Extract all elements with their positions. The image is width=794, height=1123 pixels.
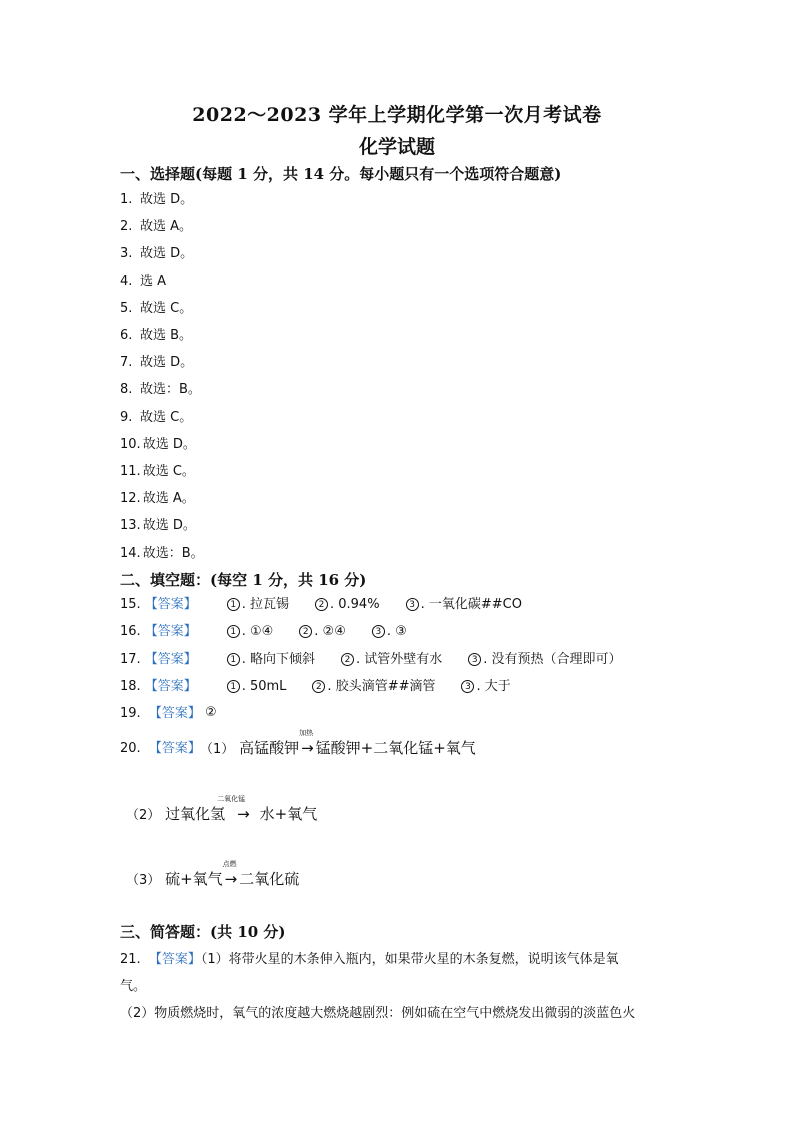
fill-blank-answer: 1 . 50mL [227, 679, 287, 694]
blank-answer-text: ③ [395, 624, 407, 640]
section-fill-heading: 二、填空题：(每空 1 分，共 16 分) [120, 571, 367, 589]
reaction-condition: 二氧化锰 [217, 795, 246, 803]
choice-answer-text: 故选 C。 [142, 464, 195, 479]
section-choice-heading: 一、选择题(每题 1 分，共 14 分。每小题只有一个选项符合题意) [120, 165, 562, 183]
blank-number-badge: 2 [312, 680, 325, 693]
answer-21-line-2: （2）物质燃烧时，氧气的浓度越大燃烧越剧烈：例如硫在空气中燃烧发出微弱的淡蓝色火 [120, 1006, 636, 1021]
choice-answer-text: 选 A [140, 273, 167, 289]
answer-text: （1）将带火星的木条伸入瓶内，如果带火星的木条复燃，说明该气体是氧 [200, 952, 619, 967]
fill-blank-answer: 3 . ③ [372, 624, 407, 639]
equation-reactant: 高锰酸钾 [239, 739, 300, 757]
choice-answer-text: 故选 D。 [142, 518, 196, 534]
choice-answer-row [120, 514, 196, 533]
fill-blank-answer: 1 . ①④ [227, 624, 274, 639]
answer-19 [120, 702, 219, 721]
choice-answer-text: 故选 D。 [140, 355, 194, 371]
equation-1 [200, 729, 476, 758]
choice-answer-row [120, 188, 193, 207]
blank-number-badge: 1 [227, 625, 240, 638]
question-number: 15. [120, 597, 141, 612]
blank-number-badge: 1 [227, 598, 240, 611]
answer-tag: 【答案】 [144, 651, 197, 667]
choice-answer-row [120, 270, 166, 289]
choice-answer-row [120, 215, 192, 234]
blank-number-badge: 2 [315, 598, 328, 611]
answer-21-line-1-continued: 气。 [120, 979, 147, 994]
equation-reactant: 硫+氧气 [165, 870, 223, 888]
exam-title: 2022～2023 学年上学期化学第一次月考试卷 [192, 104, 602, 126]
equation-product: 水+氧气 [259, 805, 318, 823]
equation-2 [126, 795, 318, 824]
question-number: 7. [120, 355, 133, 371]
answer-tag: 【答案】 [144, 597, 197, 612]
choice-answer-text: 故选：B。 [142, 545, 204, 561]
question-number: 2. [120, 219, 133, 235]
choice-answer-row [120, 324, 192, 343]
choice-answer-text: 故选 C。 [140, 300, 193, 316]
fill-blank-answer: 2 . 试管外壁有水 [341, 648, 442, 667]
blank-answer-text: 0.94% [338, 597, 380, 612]
question-number: 6. [120, 328, 133, 343]
blank-answer-text: 大于 [484, 678, 511, 694]
blank-number-badge: 3 [406, 598, 419, 611]
choice-answer-text: 故选 D。 [140, 246, 194, 262]
question-number: 3. [120, 246, 133, 262]
blank-answer-text: 拉瓦锡 [249, 597, 289, 612]
equation-product: 锰酸钾+二氧化锰+氧气 [315, 739, 476, 757]
fill-blank-answer: 3 . 大于 [461, 675, 510, 694]
blank-answer-text: 50mL [249, 678, 287, 694]
blank-answer-text: 没有预热（合理即可） [491, 651, 622, 667]
question-number: 11. [120, 464, 141, 479]
blank-answer-text: 一氧化碳##CO [428, 597, 522, 612]
blank-number-badge: 3 [372, 625, 385, 638]
choice-answer-text: 故选：B。 [140, 382, 201, 398]
reaction-arrow: 二氧化锰 → [217, 795, 250, 823]
question-number: 1. [120, 192, 133, 207]
blank-answer-text: 胶头滴管##滴管 [335, 678, 436, 694]
blank-number-badge: 3 [468, 653, 481, 666]
question-number: 9. [120, 409, 133, 425]
answer-20-header [120, 737, 201, 756]
equation-3 [126, 860, 300, 889]
choice-answer-text: 故选 A。 [142, 491, 195, 507]
fill-answer-row [120, 593, 548, 612]
exam-subtitle: 化学试题 [358, 136, 435, 158]
fill-answer-row [120, 648, 648, 667]
question-number: 17. [120, 651, 141, 667]
fill-blank-answer: 1 . 略向下倾斜 [227, 648, 315, 667]
question-number: 10. [120, 436, 141, 452]
fill-blank-answer: 3 . 没有预热（合理即可） [468, 648, 621, 667]
section-short-answer-heading: 三、简答题：(共 10 分) [120, 923, 286, 941]
fill-blank-answer: 2 . 0.94% [315, 597, 380, 612]
question-number: 12. [120, 491, 141, 507]
choice-answer-row [120, 242, 193, 261]
blank-number-badge: 2 [299, 625, 312, 638]
answer-21-line-1 [120, 948, 619, 967]
fill-answer-row [120, 675, 537, 694]
reaction-arrow: 加热 → [299, 729, 314, 757]
question-number: 19. [120, 706, 141, 721]
blank-number-badge: 3 [461, 680, 474, 693]
blank-answer-text: 略向下倾斜 [249, 651, 315, 667]
blank-number-badge: 1 [227, 680, 240, 693]
choice-answer-row [120, 460, 195, 479]
choice-answer-row [120, 487, 195, 506]
answer-tag: 【答案】 [144, 624, 197, 640]
question-number: 4. [120, 273, 133, 289]
answer-tag: 【答案】 [148, 706, 201, 721]
choice-answer-row [120, 297, 192, 316]
fill-answer-row [120, 620, 433, 639]
reaction-arrow: 点燃 → [222, 860, 238, 888]
choice-answer-row [120, 542, 204, 561]
fill-blank-answer: 2 . 胶头滴管##滴管 [312, 675, 435, 694]
question-number: 13. [120, 518, 141, 534]
answer-tag: 【答案】 [144, 678, 197, 694]
equation-reactant: 过氧化氢 [165, 805, 226, 823]
reaction-condition: 加热 [299, 729, 314, 737]
choice-answer-text: 故选 B。 [140, 328, 193, 343]
choice-answer-text: 故选 D。 [142, 436, 196, 452]
fill-blank-answer: 1 . 拉瓦锡 [227, 593, 289, 612]
blank-answer-text: ②④ [322, 624, 346, 640]
question-number: 16. [120, 624, 141, 640]
choice-answer-text: 故选 C。 [140, 409, 193, 425]
question-number: 20. [120, 741, 141, 756]
equation-label: （2） [126, 808, 161, 823]
equation-label: （3） [126, 873, 161, 888]
choice-answer-row [120, 406, 192, 425]
question-number: 18. [120, 678, 141, 694]
fill-blank-answer: 3 . 一氧化碳##CO [406, 593, 522, 612]
reaction-condition: 点燃 [222, 860, 237, 868]
equation-label: （1） [200, 742, 235, 757]
question-number: 21. [120, 952, 141, 967]
blank-answer-text: 试管外壁有水 [364, 651, 443, 667]
question-number: 14. [120, 545, 141, 561]
answer-tag: 【答案】 [148, 952, 201, 967]
choice-answer-row [120, 378, 201, 397]
choice-answer-row [120, 433, 196, 452]
choice-answer-text: 故选 D。 [140, 192, 194, 207]
fill-blank-answer: 2 . ②④ [299, 624, 346, 639]
choice-answer-row [120, 351, 193, 370]
question-number: 5. [120, 300, 133, 316]
equation-product: 二氧化硫 [239, 870, 300, 888]
blank-number-badge: 1 [227, 653, 240, 666]
blank-answer-text: ①④ [249, 624, 274, 640]
choice-answer-text: 故选 A。 [140, 219, 193, 235]
blank-number-badge: 2 [341, 653, 354, 666]
question-number: 8. [120, 382, 133, 398]
answer-tag: 【答案】 [148, 741, 201, 756]
circled-answer: ② [204, 705, 217, 720]
